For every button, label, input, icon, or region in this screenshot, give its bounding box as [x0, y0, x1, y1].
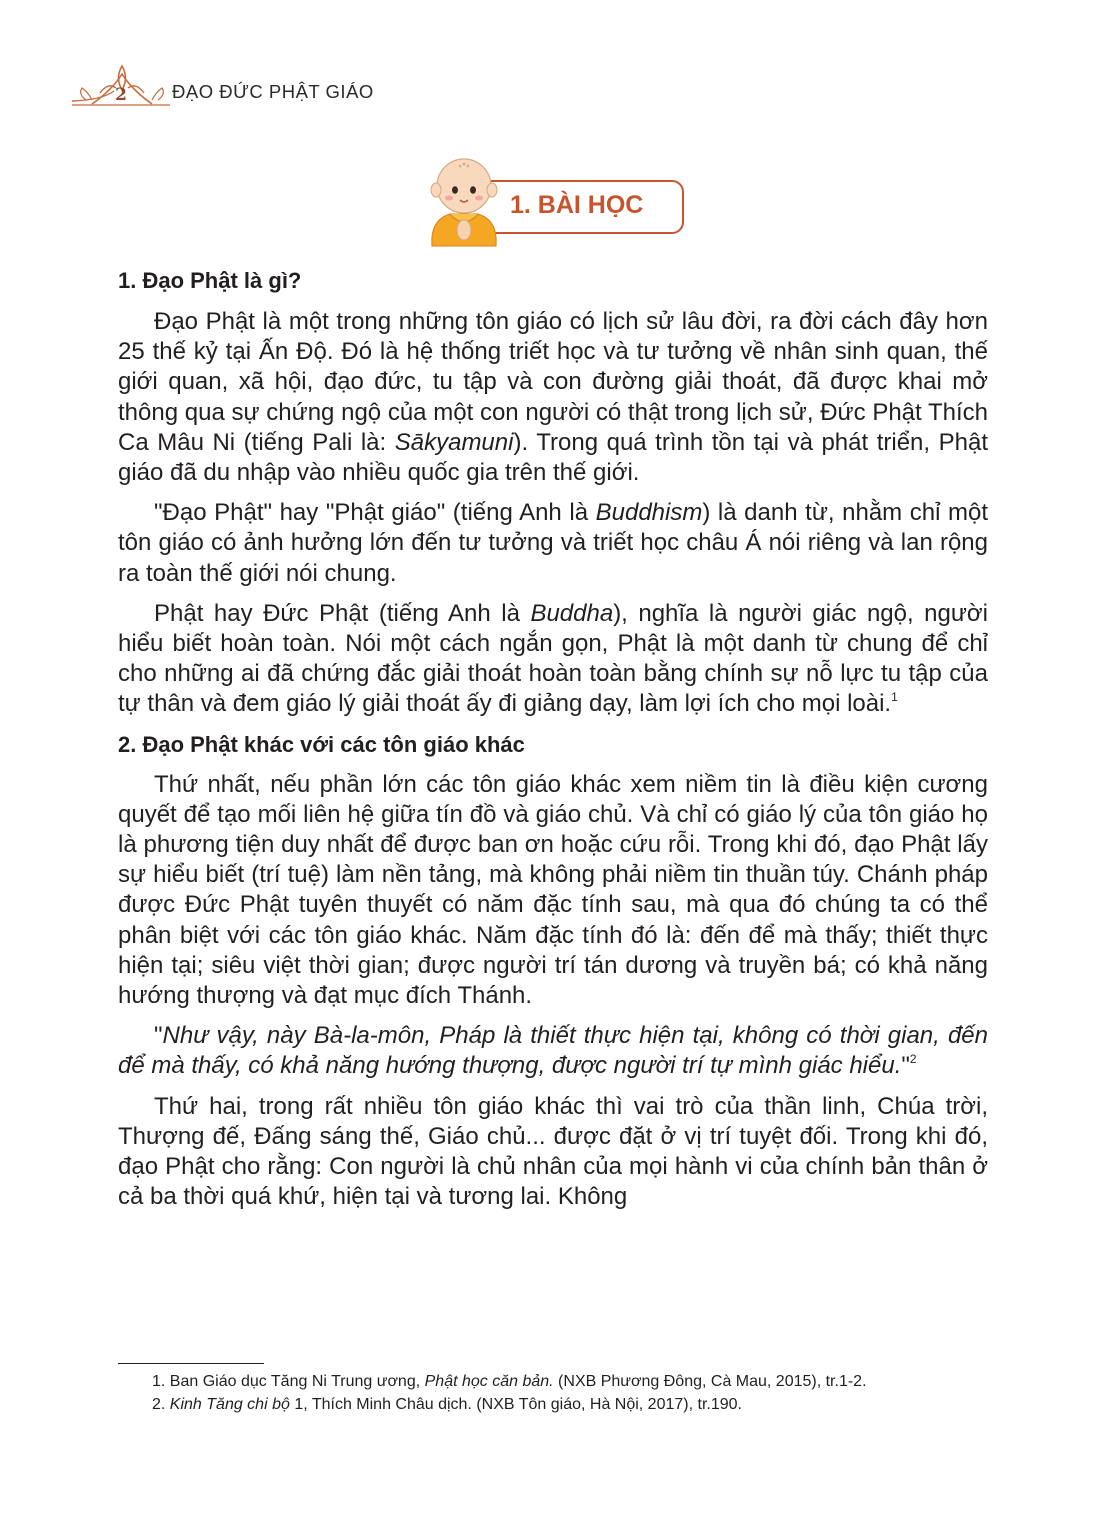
paragraph-4: Thứ nhất, nếu phần lớn các tôn giáo khác xem niềm tin là điều kiện cương quyết để tạo mối liên hệ giữa tín đồ và giáo chủ. Và chỉ có giáo lý của tôn giáo họ là phương tiện duy nhất để được ban ơn hoặc cứu rỗi. Trong khi đó, đạo Phật lấy sự hiểu biết (trí tuệ) làm nền tảng, mà không phải niềm tin thuần túy. Chánh pháp được Đức Phật tuyên thuyết có năm đặc tính sau, mà qua đó chúng ta có thể phân biệt với các tôn giáo khác. Năm đặc tính đó là: đến để mà thấy; thiết thực hiện tại; siêu việt thời gian; được người trí tán dương và truyền bá; có khả năng hướng thượng và đạt mục đích Thánh. [118, 770, 988, 1010]
footnote-2: 2. Kinh Tăng chi bộ 1, Thích Minh Châu dịch. (NXB Tôn giáo, Hà Nội, 2017), tr.190. [152, 1396, 742, 1413]
monk-mascot-icon [420, 150, 510, 250]
paragraph-1: Đạo Phật là một trong những tôn giáo có lịch sử lâu đời, ra đời cách đây hơn 25 thế kỷ tại Ấn Độ. Đó là hệ thống triết học và tư tưởng về nhân sinh quan, thế giới quan, xã hội, đạo đức, tu tập và con đường giải thoát, đã được khai mở thông qua sự chứng ngộ của một con người có thật trong lịch sử, Đức Phật Thích Ca Mâu Ni (tiếng Pali là: Sākyamuni). Trong quá trình tồn tại và phát triển, Phật giáo đã du nhập vào nhiều quốc gia trên thế giới. [118, 308, 988, 487]
section-heading-1: 1. Đạo Phật là gì? [118, 268, 302, 293]
footnotes [118, 1370, 988, 1416]
section-heading-2: 2. Đạo Phật khác với các tôn giáo khác [118, 731, 525, 757]
footnote-ref-1: 1 [891, 690, 898, 705]
badge-label: 1. BÀI HỌC [510, 191, 644, 219]
footnote-divider [118, 1363, 264, 1364]
quote-paragraph: "Như vậy, này Bà-la-môn, Pháp là thiết thực hiện tại, không có thời gian, đến để mà thấy, có khả năng hướng thượng, được người trí tự mình giác hiểu."$^2$ [118, 1022, 988, 1080]
paragraph-6: Thứ hai, trong rất nhiều tôn giáo khác thì vai trò của thần linh, Chúa trời, Thượng đế, Đấng sáng thế, Giáo chủ... được đặt ở vị trí tuyệt đối. Trong khi đó, đạo Phật cho rằng: Con người là chủ nhân của mọi hành vi của chính bản thân ở cả ba thời quá khứ, hiện tại và tương lai. Không [118, 1092, 988, 1211]
paragraph-3: Phật hay Đức Phật (tiếng Anh là Buddha), nghĩa là người giác ngộ, người hiểu biết hoàn toàn. Nói một cách ngắn gọn, Phật là một danh từ chung để chỉ cho những ai đã chứng đắc giải thoát hoàn toàn bằng chính sự nỗ lực tu tập của tự thân và đem giáo lý giải thoát ấy đi giảng dạy, làm lợi ích cho mọi loài.$^1$ [118, 599, 988, 718]
page-header [72, 60, 402, 116]
running-title: ĐẠO ĐỨC PHẬT GIÁO [172, 81, 374, 102]
section-badge [420, 150, 684, 250]
footnote-1: 1. Ban Giáo dục Tăng Ni Trung ương, Phật học căn bản. (NXB Phương Đông, Cà Mau, 2015), tr.1-2. [152, 1373, 867, 1390]
main-content [118, 262, 988, 1222]
footnote-ref-2: 2 [909, 1052, 917, 1067]
page-number: 2 [115, 85, 127, 105]
paragraph-2: "Đạo Phật" hay "Phật giáo" (tiếng Anh là Buddhism) là danh từ, nhằm chỉ một tôn giáo có ảnh hưởng lớn đến tư tưởng và triết học châu Á nói riêng và lan rộng ra toàn thế giới nói chung. [118, 499, 988, 587]
